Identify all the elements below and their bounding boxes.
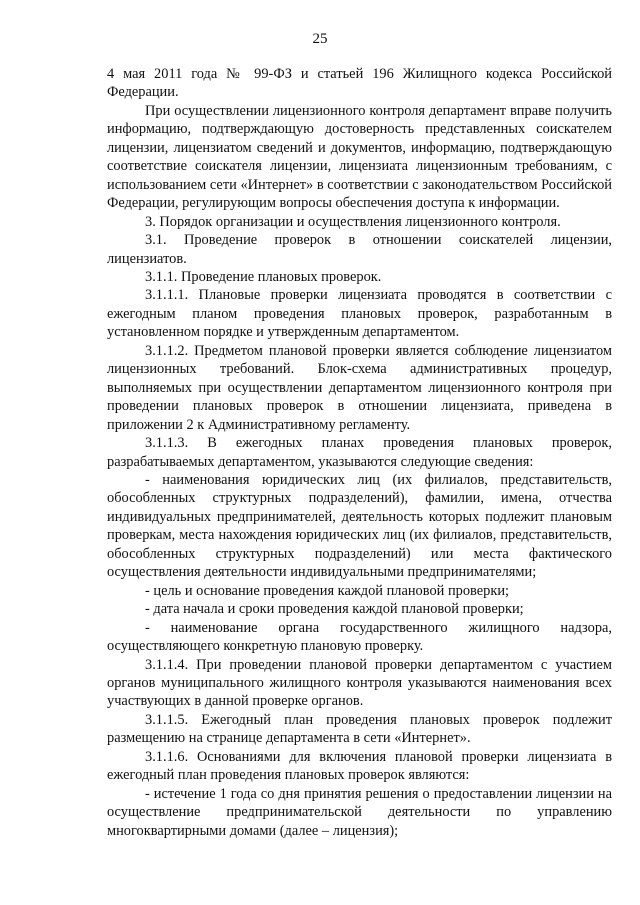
paragraph: 4 мая 2011 года № 99-ФЗ и статьей 196 Жилищного кодекса Российской Федерации. [107, 66, 612, 101]
paragraph: - наименование органа государственного жилищного надзора, осуществляющего конкретную плановую проверку. [107, 619, 612, 655]
paragraph: 3.1.1.2. Предметом плановой проверки является соблюдение лицензиатом лицензионных требований. Блок-схема административных процедур, выполняемых при осуществлении департаментом лицензионного контроля при проведении плановых проверок в отношении лицензиата, приведена в приложении 2 к Административному регламенту. [107, 342, 612, 433]
paragraph: - цель и основание проведения каждой плановой проверки; [145, 582, 510, 599]
paragraph: 3.1.1.1. Плановые проверки лицензиата проводятся в соответствии с ежегодным планом проведения плановых проверок, разработанным в установленном порядке и утвержденным департаментом. [107, 287, 612, 341]
paragraph: При осуществлении лицензионного контроля департамент вправе получить информацию, подтверждающую достоверность представленных соискателем лицензии, лицензиатом сведений и документов, информацию, подтверждающую соответствие соискателя лицензии, лицензиата лицензионным требованиям, с использованием сети «Интернет» в соответствии с законодательством Российской Федерации, регулирующим вопросы обеспечения доступа к информации. [107, 102, 612, 212]
document-body [107, 65, 612, 840]
paragraph: 3.1. Проведение проверок в отношении соискателей лицензии, лицензиатов. [107, 232, 612, 267]
paragraph: 3.1.1.4. При проведении плановой проверки департаментом с участием органов муниципального жилищного контроля указываются наименования всех участвующих в данной проверке органов. [107, 656, 612, 710]
paragraph: 3.1.1.5. Ежегодный план проведения плановых проверок подлежит размещению на странице департамента в сети «Интернет». [107, 711, 612, 747]
paragraph: 3.1.1.6. Основаниями для включения плановой проверки лицензиата в ежегодный план проведения плановых проверок являются: [107, 748, 612, 784]
paragraph: - наименования юридических лиц (их филиалов, представительств, обособленных структурных подразделений), фамилии, имена, отчества индивидуальных предпринимателей, деятельность которых подлежит плановым проверкам, места нахождения юридических лиц (их филиалов, представительств, обособленных структурных подразделений) или места фактического осуществления деятельности индивидуальными предпринимателями; [107, 471, 612, 581]
paragraph: 3. Порядок организации и осуществления лицензионного контроля. [145, 213, 561, 230]
paragraph: 3.1.1. Проведение плановых проверок. [145, 268, 382, 285]
page-number: 25 [312, 31, 328, 47]
paragraph: - дата начала и сроки проведения каждой плановой проверки; [145, 601, 524, 618]
paragraph: - истечение 1 года со дня принятия решения о предоставлении лицензии на осуществление предпринимательской деятельности по управлению многоквартирными домами (далее – лицензия); [107, 785, 612, 839]
paragraph: 3.1.1.3. В ежегодных планах проведения плановых проверок, разрабатываемых департаментом, указываются следующие сведения: [107, 435, 612, 470]
